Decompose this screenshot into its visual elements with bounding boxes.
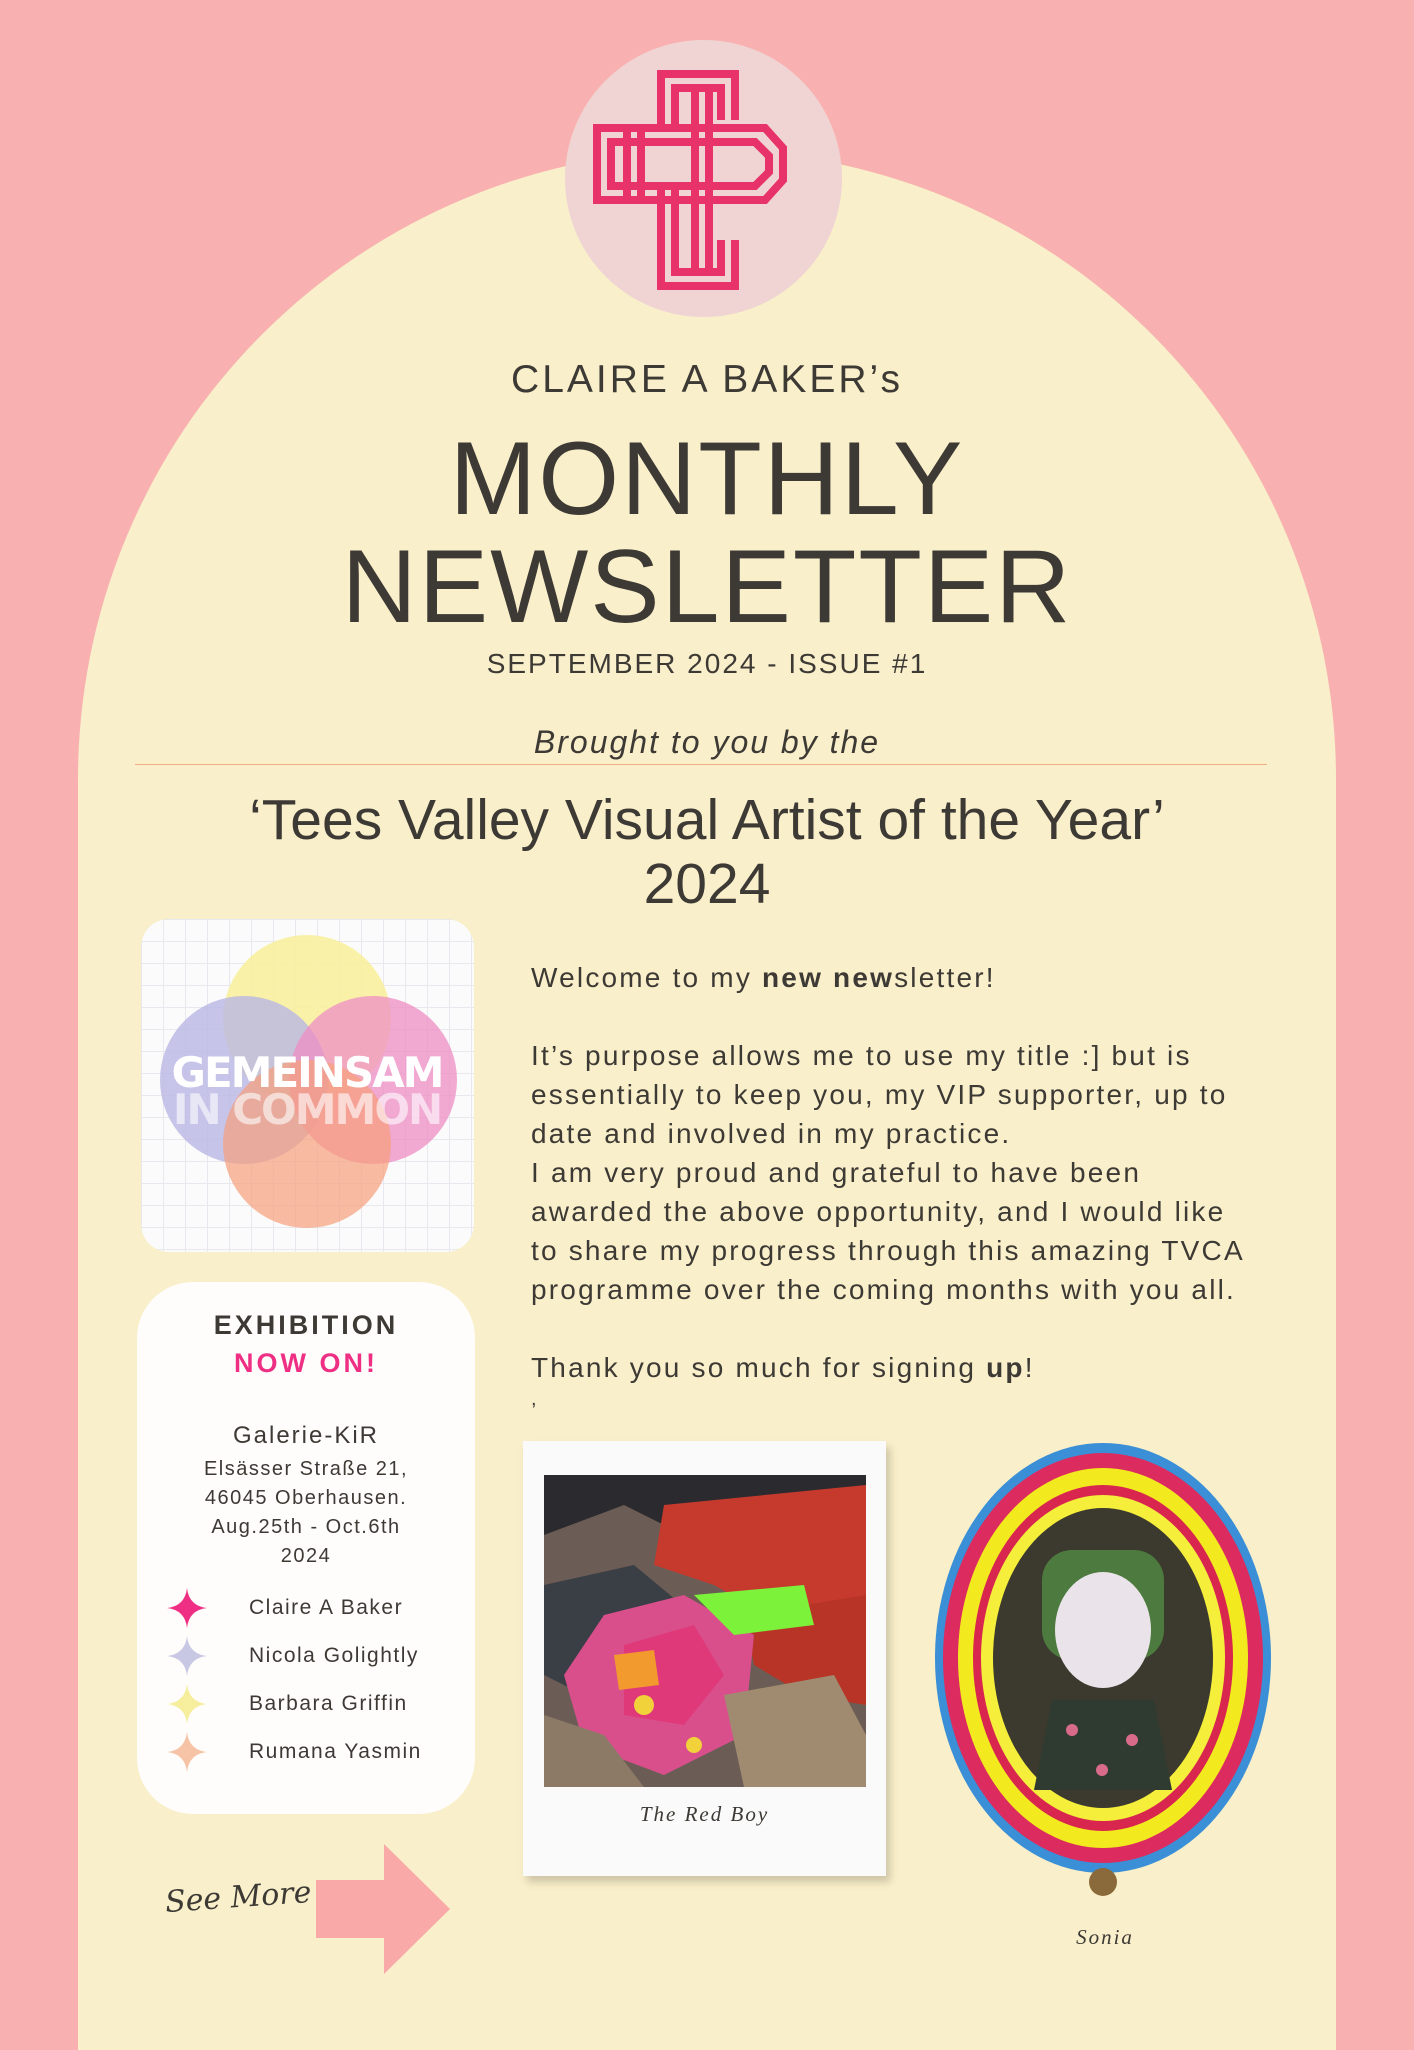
issue-line: SEPTEMBER 2024 - ISSUE #1 (486, 648, 928, 679)
address-line: Aug.25th - Oct.6th (211, 1516, 401, 1538)
artist-name: Nicola Golightly (249, 1644, 419, 1667)
welcome-line (531, 958, 1311, 997)
thanks-post: ! (1024, 1352, 1035, 1383)
title-line-1: MONTHLY (449, 421, 965, 537)
in-common-word: IN COMMON (172, 1085, 442, 1134)
award-line-2: 2024 (643, 852, 771, 916)
artist-item (137, 1636, 475, 1676)
purpose-line: date and involved in my practice. (531, 1118, 1012, 1149)
exhibition-card (137, 1282, 475, 1814)
artist-name: Rumana Yasmin (249, 1740, 422, 1763)
purpose-line: programme over the coming months with you all. (531, 1274, 1237, 1305)
artist-item (137, 1588, 475, 1628)
award-title (0, 788, 1414, 916)
venue-address (137, 1455, 475, 1571)
artist-item (137, 1732, 475, 1772)
artwork-caption: Sonia (1076, 1925, 1134, 1949)
venue-name: Galerie-KiR (232, 1422, 380, 1449)
red-boy-image (544, 1475, 866, 1787)
sonia-artwork-image (932, 1430, 1274, 1900)
address-line: 2024 (280, 1545, 332, 1567)
purpose-line: awarded the above opportunity, and I would like (531, 1196, 1226, 1227)
see-more-link[interactable]: See More (163, 1874, 313, 1921)
welcome-bold: new new (762, 962, 895, 993)
thanks-bold: up (986, 1352, 1025, 1383)
title-line-2: NEWSLETTER (341, 529, 1073, 645)
now-on-label: NOW ON! (234, 1348, 378, 1378)
thanks-line (531, 1348, 1311, 1387)
artist-name: Claire A Baker (249, 1596, 404, 1619)
address-line: 46045 Oberhausen. (204, 1487, 408, 1509)
intro-text (531, 958, 1311, 1411)
artist-name: Barbara Griffin (249, 1692, 408, 1715)
artwork-polaroid (523, 1441, 886, 1876)
gemeinsam-word: GEMEINSAM (171, 1048, 443, 1097)
stray-comma: , (531, 1388, 539, 1410)
brought-by-text: Brought to you by the (533, 724, 881, 760)
purpose-line: essentially to keep you, my VIP supporter, up to (531, 1079, 1228, 1110)
award-line-1: ‘Tees Valley Visual Artist of the Year’ (249, 788, 1165, 852)
purpose-line: to share my progress through this amazing TVCA (531, 1235, 1245, 1266)
address-line: Elsässer Straße 21, (203, 1458, 409, 1480)
venn-graphic (141, 919, 474, 1252)
exhibition-heading: EXHIBITION (213, 1310, 399, 1340)
sparkle-icon (167, 1636, 207, 1676)
author-heading: CLAIRE A BAKER’s (511, 358, 903, 401)
welcome-post: sletter! (894, 962, 996, 993)
arrow-right-icon[interactable] (316, 1844, 451, 1974)
thanks-pre: Thank you so much for signing (531, 1352, 987, 1383)
sparkle-icon (167, 1588, 207, 1628)
gemeinsam-poster (141, 919, 474, 1252)
monogram-logo (565, 40, 842, 317)
divider (135, 764, 1267, 765)
cab-monogram-icon (565, 40, 842, 317)
purpose-line: I am very proud and grateful to have been (531, 1157, 1142, 1188)
sparkle-icon (167, 1684, 207, 1724)
welcome-pre: Welcome to my (531, 962, 762, 993)
page-title (0, 421, 1414, 645)
artist-item (137, 1684, 475, 1724)
sparkle-icon (167, 1732, 207, 1772)
purpose-line: It’s purpose allows me to use my title :] but is (531, 1040, 1192, 1071)
artwork-caption: The Red Boy (639, 1802, 770, 1826)
